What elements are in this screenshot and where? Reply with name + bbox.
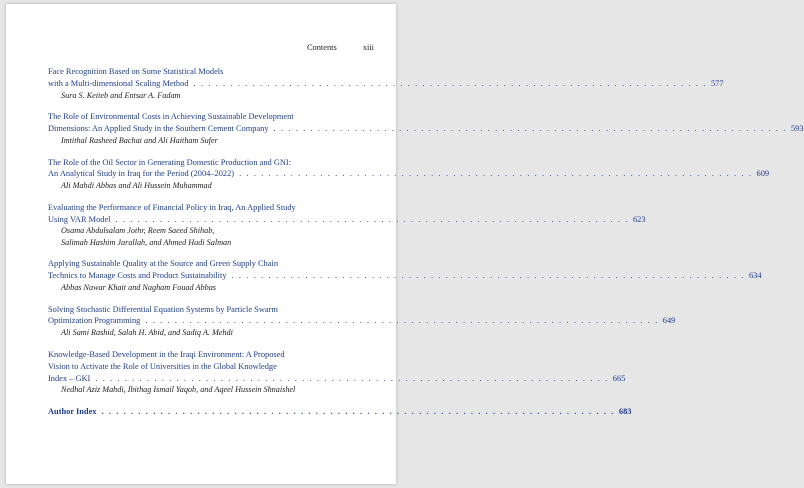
dot-leader: . . . . . . . . . . . . . . . . . . . . . . . . . . . . . . . . . . . . . . . . . . . . . . . . . . . . . . . . . . . . . . . . . . . . . . — [239, 169, 753, 179]
toc-entry-page-number[interactable]: 609 — [756, 169, 770, 179]
toc-entry-title-line[interactable] — [48, 373, 626, 385]
author-index-page-number[interactable]: 683 — [618, 407, 632, 417]
toc-entry-title-line[interactable] — [48, 78, 724, 90]
toc-entry-title-line[interactable] — [48, 361, 375, 373]
toc-entry-title[interactable]: Knowledge-Based Development in the Iraqi Environment: A Proposed — [48, 349, 285, 359]
toc-entry-title-line[interactable] — [48, 315, 676, 327]
dot-leader: . . . . . . . . . . . . . . . . . . . . . . . . . . . . . . . . . . . . . . . . . . . . . . . . . . . . . . . . . . . . . . . . . . . . . . — [101, 407, 615, 417]
toc-entry[interactable] — [48, 304, 676, 339]
dot-leader: . . . . . . . . . . . . . . . . . . . . . . . . . . . . . . . . . . . . . . . . . . . . . . . . . . . . . . . . . . . . . . . . . . . . . . — [145, 316, 659, 326]
header-label: Contents — [306, 43, 337, 52]
toc-entry-authors: Nedhal Aziz Mahdi, Ibithag Ismail Yaqob, and Aqeel Hussein Shnaishel — [61, 385, 296, 395]
table-of-contents — [48, 66, 804, 428]
toc-entry-title[interactable]: Vision to Activate the Role of Universities in the Global Knowledge — [48, 361, 277, 371]
toc-entry-authors: Ali Sami Rashid, Salah H. Abid, and Sadiq A. Mehdi — [61, 328, 233, 338]
running-header — [307, 43, 374, 52]
toc-entry[interactable] — [48, 202, 646, 248]
toc-entry-title-line[interactable] — [48, 270, 762, 282]
dot-leader: . . . . . . . . . . . . . . . . . . . . . . . . . . . . . . . . . . . . . . . . . . . . . . . . . . . . . . . . . . . . . . . . . . . . . . — [95, 373, 609, 383]
toc-entry-title-line[interactable] — [48, 123, 804, 135]
toc-entry-authors: Ali Mahdi Abbas and Ali Hussein Muhammad — [61, 181, 212, 191]
toc-entry-authors: Salimah Hashim Jarallah, and Ahmed Hadi Salman — [61, 237, 232, 247]
toc-entry[interactable] — [48, 349, 626, 396]
toc-entry-authors: Osama Abdulsalam Jothr, Reem Saeed Shihab, — [61, 226, 215, 236]
header-page-number: xiii — [362, 43, 374, 52]
toc-entry-page-number[interactable]: 577 — [710, 78, 724, 88]
toc-entry-title[interactable]: Evaluating the Performance of Financial Policy in Iraq, An Applied Study — [48, 202, 296, 212]
toc-entry-title[interactable]: Applying Sustainable Quality at the Source and Green Supply Chain — [48, 259, 279, 269]
toc-entry-title[interactable]: Optimization Programming — [48, 316, 141, 326]
toc-entry-page-number[interactable]: 634 — [748, 271, 762, 281]
toc-entry-authors: Imtithal Rasheed Bachai and Ali Haitham Sufer — [61, 135, 218, 145]
toc-entry-title[interactable]: Solving Stochastic Differential Equation Systems by Particle Swarm — [48, 304, 278, 314]
toc-entry-title-line[interactable] — [48, 349, 375, 361]
toc-entry-page-number[interactable]: 623 — [632, 214, 646, 224]
toc-entry[interactable] — [48, 258, 762, 293]
toc-entry-page-number[interactable]: 593 — [790, 124, 804, 134]
toc-entry-title[interactable]: Dimensions: An Applied Study in the Southern Cement Company — [48, 124, 269, 134]
toc-entry-title-line[interactable] — [48, 214, 646, 226]
author-index-title[interactable]: Author Index — [48, 407, 97, 417]
toc-entry-authors: Sura S. Keiteb and Entsar A. Fadam — [61, 90, 181, 100]
toc-entry-title-line[interactable] — [48, 168, 770, 180]
toc-entry-title-line[interactable] — [48, 202, 375, 214]
toc-entry-title[interactable]: An Analytical Study in Iraq for the Period (2004–2022) — [48, 169, 235, 179]
toc-entry-title-line[interactable] — [48, 157, 375, 169]
dot-leader: . . . . . . . . . . . . . . . . . . . . . . . . . . . . . . . . . . . . . . . . . . . . . . . . . . . . . . . . . . . . . . . . . . . . . . — [273, 124, 787, 134]
toc-entry-title[interactable]: with a Multi-dimensional Scaling Method — [48, 78, 189, 88]
toc-entry-title-line[interactable] — [48, 304, 375, 316]
toc-entry-title-line[interactable] — [48, 111, 375, 123]
toc-entry-title[interactable]: Face Recognition Based on Some Statistical Models — [48, 67, 224, 76]
toc-entry-title[interactable]: Using VAR Model — [48, 214, 111, 224]
dot-leader: . . . . . . . . . . . . . . . . . . . . . . . . . . . . . . . . . . . . . . . . . . . . . . . . . . . . . . . . . . . . . . . . . . . . . . — [231, 271, 745, 281]
toc-entry-authors: Abbas Nawar Khait and Nagham Fouad Abbas — [61, 282, 216, 292]
toc-entry-title[interactable]: The Role of Environmental Costs in Achieving Sustainable Development — [48, 112, 294, 122]
author-index-entry[interactable] — [48, 406, 632, 418]
toc-entry-title-line[interactable] — [48, 258, 375, 270]
dot-leader: . . . . . . . . . . . . . . . . . . . . . . . . . . . . . . . . . . . . . . . . . . . . . . . . . . . . . . . . . . . . . . . . . . . . . . — [115, 214, 629, 224]
toc-entry-title[interactable]: Index – GKI — [48, 373, 91, 383]
toc-entry-page-number[interactable]: 649 — [662, 316, 676, 326]
toc-entry-page-number[interactable]: 665 — [612, 373, 626, 383]
toc-entry[interactable] — [48, 157, 770, 192]
toc-entry-title[interactable]: Technics to Manage Costs and Product Sustainability — [48, 271, 227, 281]
dot-leader: . . . . . . . . . . . . . . . . . . . . . . . . . . . . . . . . . . . . . . . . . . . . . . . . . . . . . . . . . . . . . . . . . . . . . . — [193, 78, 707, 88]
author-index-line[interactable] — [48, 406, 632, 418]
toc-entry[interactable] — [48, 111, 804, 146]
toc-entry-title-line[interactable] — [48, 66, 375, 78]
toc-entry-title[interactable]: The Role of the Oil Sector in Generating Domestic Production and GNI: — [48, 157, 292, 167]
document-page — [6, 4, 804, 484]
toc-entry[interactable] — [48, 66, 724, 101]
